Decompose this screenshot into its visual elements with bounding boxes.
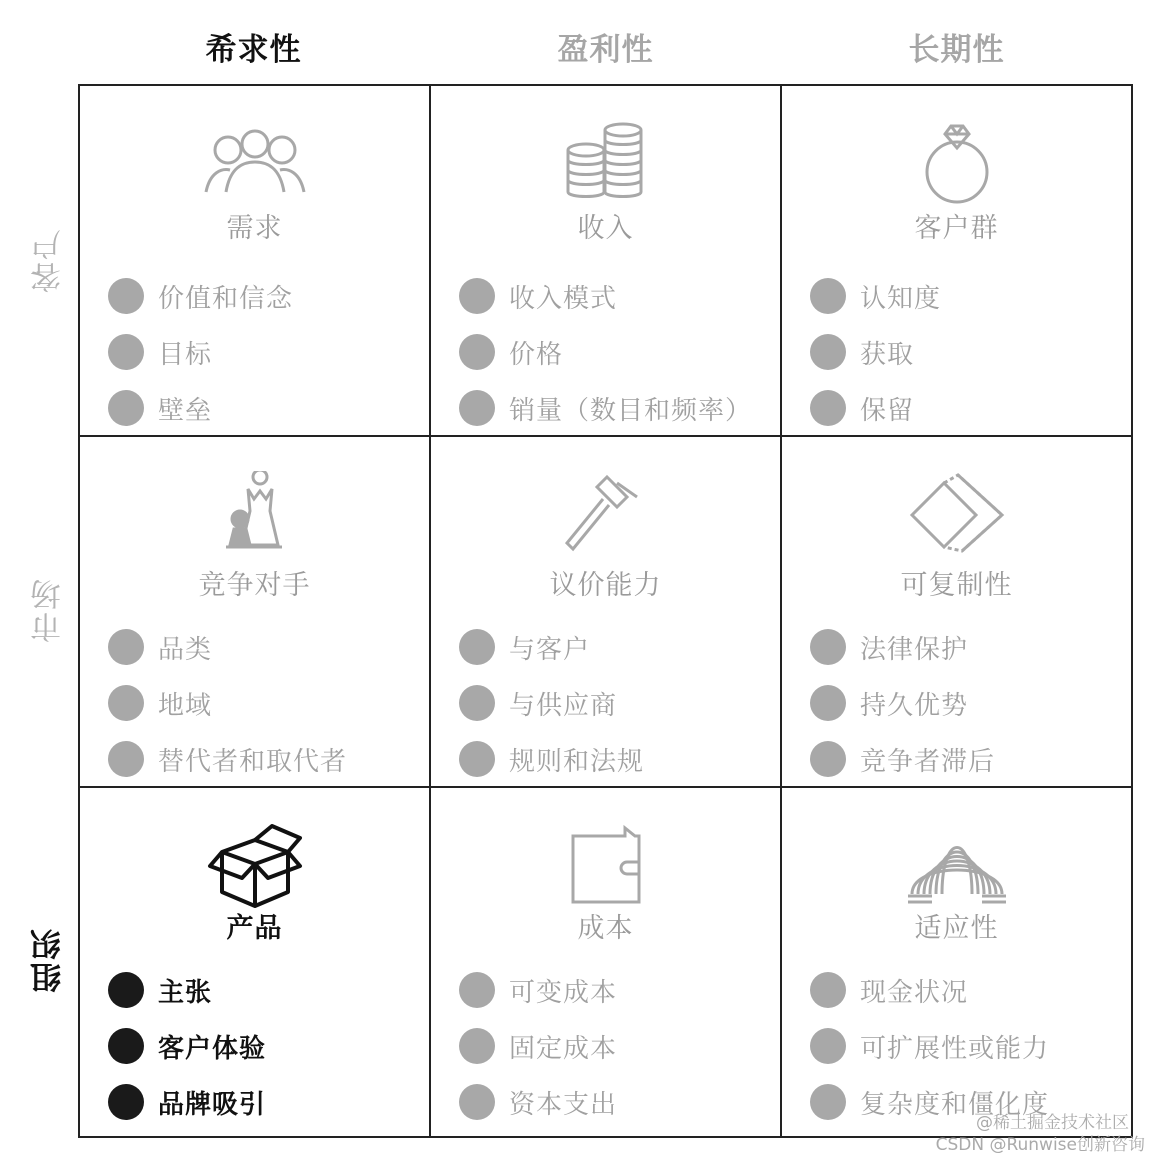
cell-title: 适应性 [914,913,999,944]
list-item [108,619,347,675]
item-list [459,962,617,1130]
item-label: 法律保护 [860,634,969,665]
gavel-icon [551,471,661,557]
item-label: 主张 [158,977,213,1008]
cell-title: 客户群 [914,213,999,244]
bullet-dot [459,390,495,426]
list-item [108,962,266,1018]
item-label: 可扩展性或能力 [860,1033,1050,1064]
row-header-organization: 组织 [31,927,67,993]
cell-title: 可复制性 [900,570,1013,601]
coins-icon [551,120,661,206]
column-header-desirability: 希求性 [205,32,302,68]
cell-product [80,788,431,1136]
bullet-dot [810,334,846,370]
spring-icon [902,822,1012,908]
item-list [810,268,941,436]
list-item [810,268,941,324]
bullet-dot [108,741,144,777]
bullet-dot [459,629,495,665]
cell-title: 议价能力 [549,570,662,601]
item-label: 可变成本 [509,977,618,1008]
list-item [459,1018,617,1074]
bullet-dot [810,685,846,721]
row-header-market: 市场 [31,577,67,643]
item-label: 复杂度和僵化度 [860,1089,1050,1120]
watermark-line-1: @稀土掘金技术社区 [976,1113,1129,1133]
item-label: 品类 [158,634,213,665]
matrix-grid [78,84,1133,1138]
item-label: 现金状况 [860,977,969,1008]
people-icon [200,120,310,206]
list-item [108,268,293,324]
watermark-line-2: CSDN @Runwise创新咨询 [935,1135,1145,1155]
wallet-icon [551,822,661,908]
item-label: 持久优势 [860,690,969,721]
cell-bargaining-power [431,437,782,788]
item-label: 竞争者滞后 [860,746,996,777]
item-list [108,619,347,787]
item-label: 收入模式 [509,283,618,314]
cell-competitors [80,437,431,788]
bullet-dot [108,278,144,314]
item-label: 认知度 [860,283,942,314]
list-item [810,731,995,787]
list-item [108,324,293,380]
cell-title: 成本 [577,913,634,944]
item-label: 价格 [509,339,564,370]
chess-pieces-icon [200,471,310,557]
bullet-dot [108,334,144,370]
cell-cost [431,788,782,1136]
list-item [108,731,347,787]
bullet-dot [459,972,495,1008]
bullet-dot [459,278,495,314]
item-list [459,619,644,787]
list-item [459,731,644,787]
list-item [459,268,752,324]
bullet-dot [810,278,846,314]
item-label: 规则和法规 [509,746,645,777]
cell-demand [80,86,431,437]
list-item [810,675,995,731]
list-item [459,1074,617,1130]
bullet-dot [108,972,144,1008]
bullet-dot [810,1028,846,1064]
bullet-dot [459,1084,495,1120]
list-item [108,1018,266,1074]
item-list [108,962,266,1130]
bullet-dot [108,1028,144,1064]
list-item [459,619,644,675]
bullet-dot [459,685,495,721]
bullet-dot [810,1084,846,1120]
bullet-dot [108,629,144,665]
cell-title: 竞争对手 [198,570,311,601]
bullet-dot [459,1028,495,1064]
item-label: 客户体验 [158,1033,267,1064]
list-item [810,324,941,380]
item-label: 获取 [860,339,915,370]
item-label: 固定成本 [509,1033,618,1064]
cell-title: 产品 [226,913,283,944]
box-icon [200,822,310,908]
item-list [810,619,995,787]
list-item [810,962,1049,1018]
item-list [459,268,752,436]
cell-replicability [782,437,1131,788]
cell-title: 需求 [226,213,283,244]
cell-title: 收入 [577,213,634,244]
item-label: 品牌吸引 [158,1089,267,1120]
diamond-ring-icon [902,120,1012,206]
list-item [108,675,347,731]
list-item [459,380,752,436]
bullet-dot [810,741,846,777]
bullet-dot [810,629,846,665]
item-label: 与供应商 [509,690,618,721]
column-header-profitability: 盈利性 [557,32,654,68]
bullet-dot [459,741,495,777]
cell-adaptability [782,788,1131,1136]
item-label: 壁垒 [158,395,213,426]
cell-customer-base [782,86,1131,437]
list-item [459,962,617,1018]
bullet-dot [108,685,144,721]
bullet-dot [810,390,846,426]
item-label: 与客户 [509,634,591,665]
list-item [459,675,644,731]
list-item [108,380,293,436]
bullet-dot [108,390,144,426]
item-label: 价值和信念 [158,283,294,314]
list-item [810,380,941,436]
item-label: 替代者和取代者 [158,746,348,777]
bullet-dot [810,972,846,1008]
list-item [108,1074,266,1130]
list-item [459,324,752,380]
bullet-dot [108,1084,144,1120]
list-item [810,1018,1049,1074]
cell-revenue [431,86,782,437]
item-label: 保留 [860,395,915,426]
column-header-longevity: 长期性 [908,32,1005,68]
item-label: 资本支出 [509,1089,618,1120]
bullet-dot [459,334,495,370]
row-header-customer: 客户 [31,227,67,293]
item-list [810,962,1049,1130]
item-label: 销量（数目和频率） [509,395,753,426]
item-label: 目标 [158,339,213,370]
item-label: 地域 [158,690,213,721]
list-item [810,619,995,675]
copy-icon [902,471,1012,557]
item-list [108,268,293,436]
